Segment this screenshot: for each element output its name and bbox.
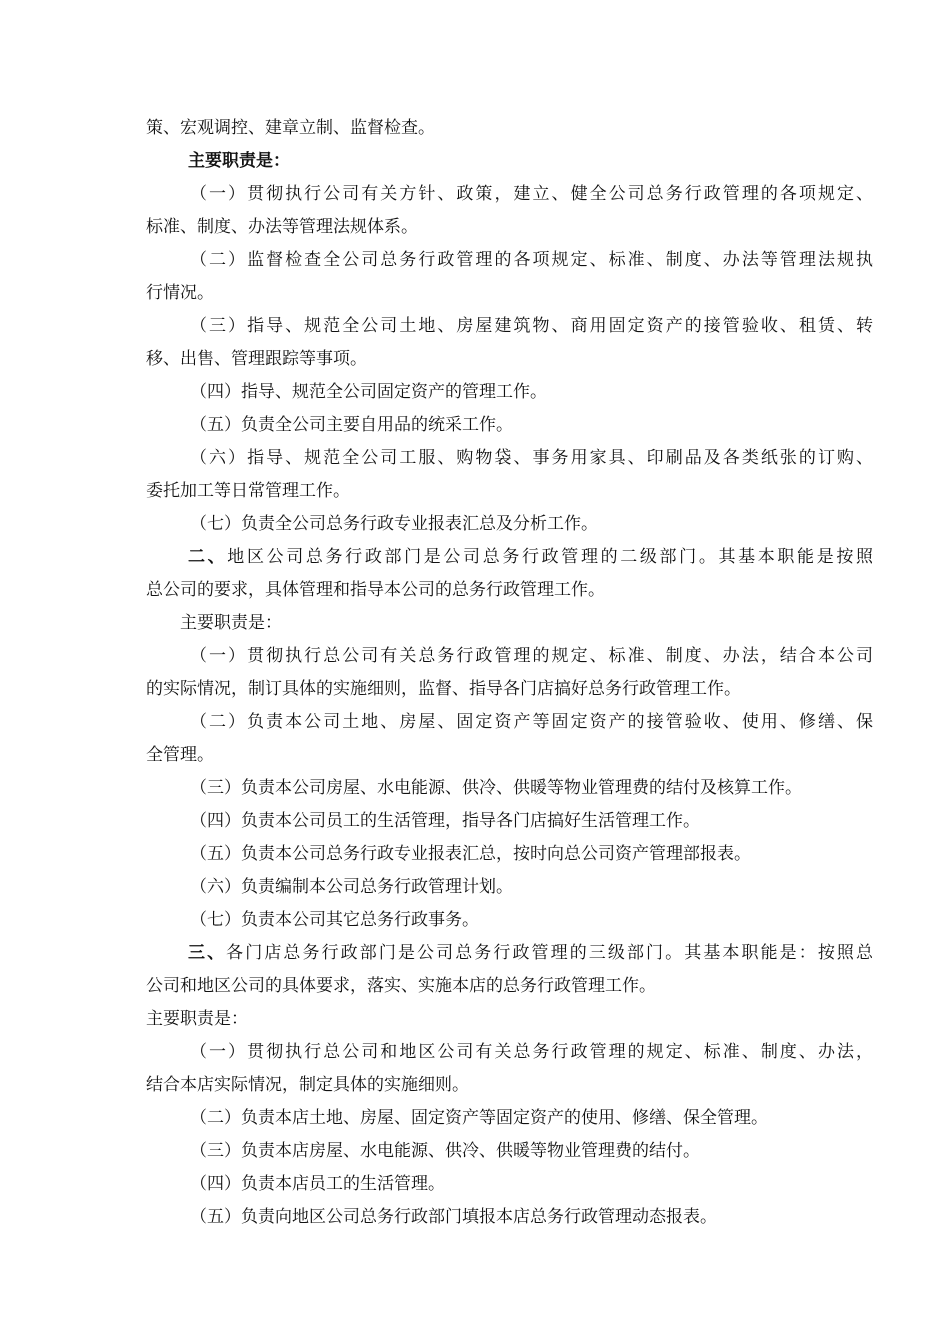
paragraph-line: 总公司的要求，具体管理和指导本公司的总务行政管理工作。 (146, 580, 605, 600)
paragraph-line: 移、出售、管理跟踪等事项。 (146, 349, 367, 369)
section-number: 三、 (188, 943, 227, 963)
paragraph-line: （二）监督检查全公司总务行政管理的各项规定、标准、制度、办法等管理法规执 (190, 250, 873, 270)
paragraph-line: （四）指导、规范全公司固定资产的管理工作。 (190, 382, 547, 402)
paragraph-line: （四）负责本公司员工的生活管理，指导各门店搞好生活管理工作。 (190, 811, 700, 831)
section-heading: 主要职责是： (180, 613, 282, 633)
paragraph-line: （五）负责全公司主要自用品的统采工作。 (190, 415, 513, 435)
paragraph-line: 全管理。 (146, 745, 214, 765)
paragraph-line: 委托加工等日常管理工作。 (146, 481, 350, 501)
paragraph-line: （三）指导、规范全公司土地、房屋建筑物、商用固定资产的接管验收、租赁、转 (190, 316, 873, 336)
paragraph-line: （二）负责本公司土地、房屋、固定资产等固定资产的接管验收、使用、修缮、保 (190, 712, 873, 732)
paragraph-line: 公司和地区公司的具体要求，落实、实施本店的总务行政管理工作。 (146, 976, 656, 996)
section-number: 二、 (188, 547, 228, 567)
paragraph-line: 标准、制度、办法等管理法规体系。 (146, 217, 418, 237)
paragraph-line: （三）负责本公司房屋、水电能源、供冷、供暖等物业管理费的结付及核算工作。 (190, 778, 802, 798)
paragraph-line: （五）负责向地区公司总务行政部门填报本店总务行政管理动态报表。 (190, 1207, 717, 1227)
paragraph-line: 的实际情况，制订具体的实施细则，监督、指导各门店搞好总务行政管理工作。 (146, 679, 741, 699)
paragraph-line: （六）负责编制本公司总务行政管理计划。 (190, 877, 513, 897)
paragraph-line: （五）负责本公司总务行政专业报表汇总，按时向总公司资产管理部报表。 (190, 844, 751, 864)
section-heading: 主要职责是： (188, 151, 290, 171)
paragraph-line: （一）贯彻执行总公司有关总务行政管理的规定、标准、制度、办法，结合本公司 (190, 646, 873, 666)
paragraph-line: （一）贯彻执行总公司和地区公司有关总务行政管理的规定、标准、制度、办法， (190, 1042, 873, 1062)
paragraph-line: （三）负责本店房屋、水电能源、供冷、供暖等物业管理费的结付。 (190, 1141, 700, 1161)
paragraph-line: （七）负责全公司总务行政专业报表汇总及分析工作。 (190, 514, 598, 534)
paragraph-line: 行情况。 (146, 283, 214, 303)
paragraph-line: （七）负责本公司其它总务行政事务。 (190, 910, 479, 930)
section-heading: 主要职责是： (146, 1009, 248, 1029)
paragraph-line: （四）负责本店员工的生活管理。 (190, 1174, 445, 1194)
paragraph-line: （二）负责本店土地、房屋、固定资产等固定资产的使用、修缮、保全管理。 (190, 1108, 768, 1128)
paragraph-line: 策、宏观调控、建章立制、监督检查。 (146, 118, 435, 138)
paragraph-line: （一）贯彻执行公司有关方针、政策，建立、健全公司总务行政管理的各项规定、 (190, 184, 873, 204)
paragraph-line: 三、各门店总务行政部门是公司总务行政管理的三级部门。其基本职能是：按照总 (188, 943, 873, 963)
paragraph-line: 二、地区公司总务行政部门是公司总务行政管理的二级部门。其基本职能是按照 (188, 547, 874, 567)
paragraph-line: 结合本店实际情况，制定具体的实施细则。 (146, 1075, 469, 1095)
paragraph-line: （六）指导、规范全公司工服、购物袋、事务用家具、印刷品及各类纸张的订购、 (190, 448, 873, 468)
